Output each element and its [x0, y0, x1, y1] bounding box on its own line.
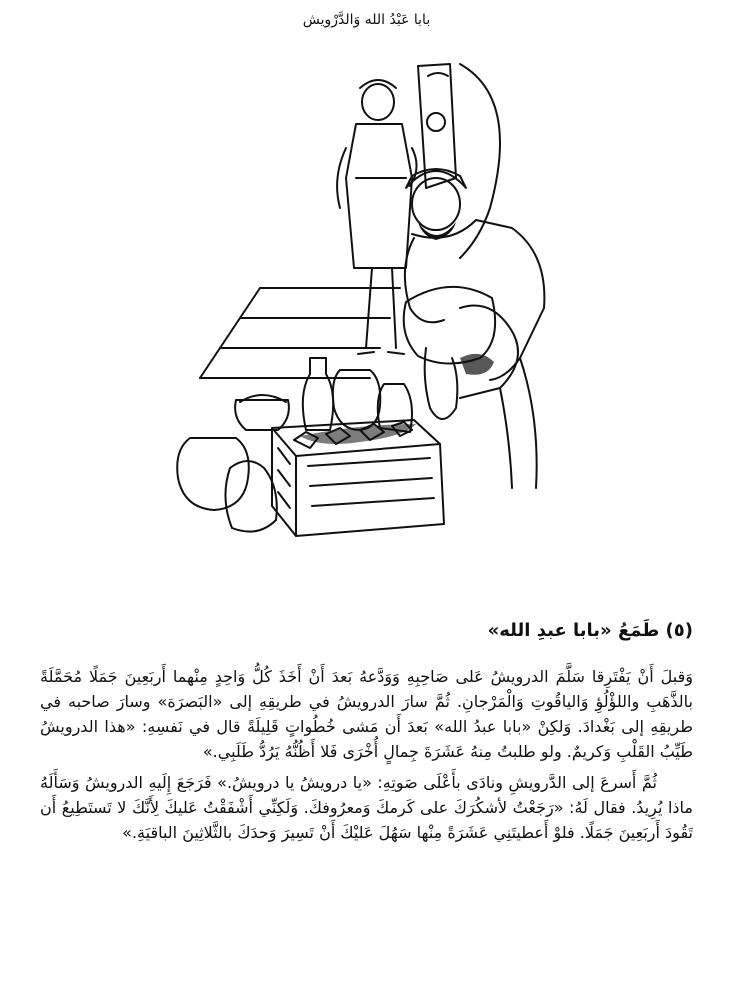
- paragraph: ثُمَّ أَسرعَ إلى الدَّرويشِ ونادَى بأَعْلَى صَوتِهِ: «يا درويشُ يا درويشُ.» فَرَجَعَ إِلَيهِ الدرويشُ وَسَأَلَهُ ماذا يُرِيدُ. فقال لَهُ: «رَجَعْتُ لأشكُرَكَ على كَرمكَ وَمعرُوفكَ. وَلَكِنِّي أَشْفَقْتُ عَليكَ لِأَنَّكَ لا تَستَطِيعُ أَن تَقُودَ أَربَعِينَ جَمَلًا. فلوْ أَعطيتَنِي عَشَرَةً مِنْها سَهُلَ عَليْكَ أَنْ تَسِيرَ وَحدَكَ بالثَّلاثِينَ الباقيَةِ.»: [40, 773, 693, 842]
- illustration: [160, 58, 570, 540]
- section-heading: (٥) طَمَعُ «بابا عبدِ الله»: [487, 620, 693, 641]
- paragraph: وَقبلَ أَنْ يَفْتَرِقا سَلَّمَ الدرويشُ عَلى صَاحِبِهِ وَوَدَّعهُ بَعدَ أَنْ أَخَذَ كُلُّ وَاحِدٍ مِنْهما أَربَعِينَ جَمَلًا مُحَمَّلَةً بالذَّهَبِ واللؤْلُؤِ وَالياقُوتِ وَالْمَرْجانِ. ثُمَّ سارَ الدرويشُ في طريقِهِ إلى «البَصرَة» وسارَ صاحبه في طريقِهِ إلى بَغْدادَ. وَلكِنْ «بابا عبدُ الله» بَعدَ أَن مَشى خُطُواتٍ قَلِيلَةً قال في نَفسِهِ: «هذا الدرويشُ طَيِّبُ القَلْبِ وَكريمٌ. ولو طلبتُ مِنهُ عَشَرَةَ جِمالٍ أُخْرَى فَلا أَظُنُّهُ يَرُدُّ طَلَبِي.»: [40, 667, 693, 761]
- running-head: بابا عَبْدُ الله وَالدَّرْويش: [302, 12, 431, 28]
- body-text: [40, 664, 693, 851]
